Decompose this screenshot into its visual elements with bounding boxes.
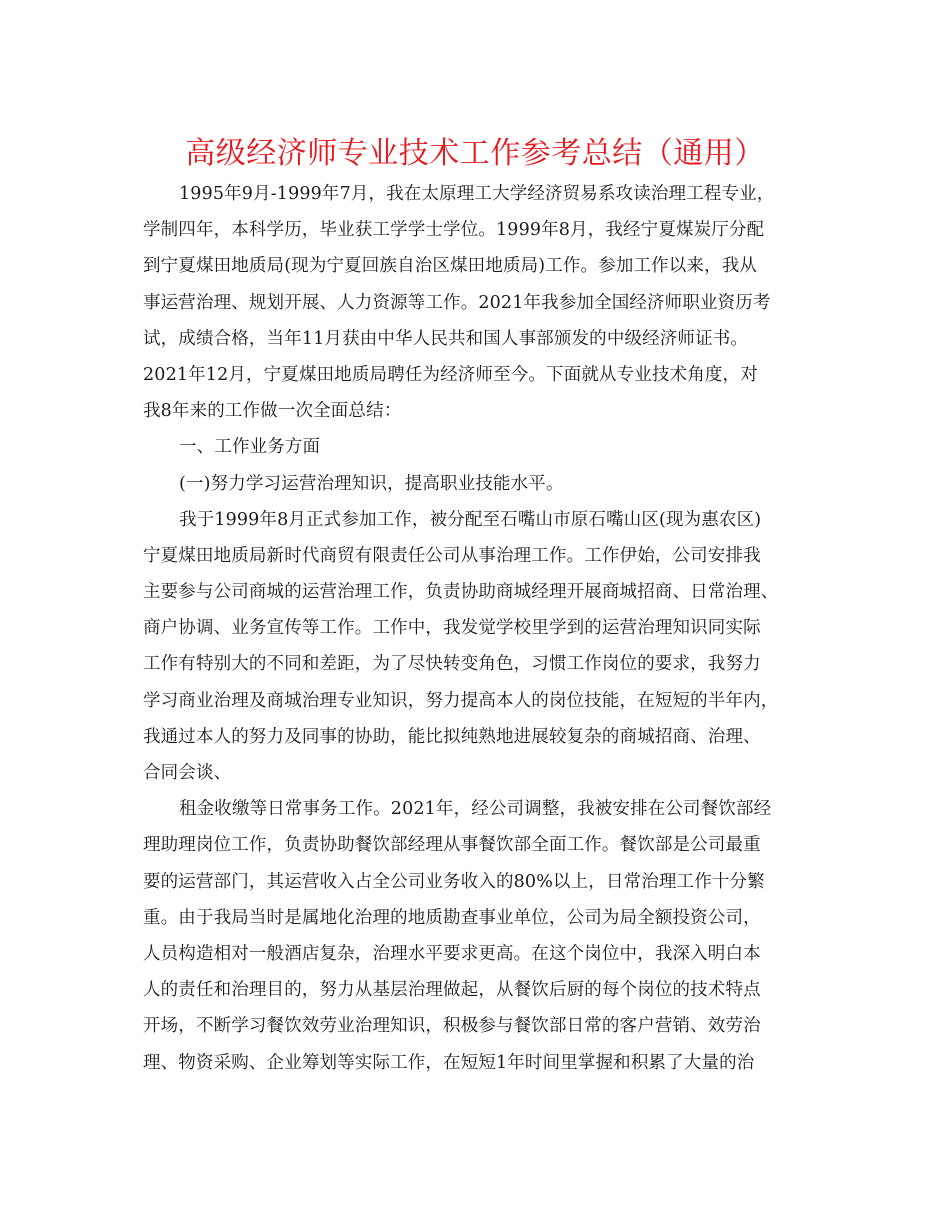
text-line: 人员构造相对一般酒店复杂，治理水平要求更高。在这个岗位中，我深入明白本 [143, 943, 761, 964]
text-line: 理助理岗位工作，负责协助餐饮部经理从事餐饮部全面工作。餐饮部是公司最重 [143, 835, 761, 856]
text-line: 重。由于我局当时是属地化治理的地质勘查事业单位，公司为局全额投资公司， [143, 907, 761, 928]
text-line: 要的运营部门，其运营收入占全公司业务收入的80%以上，日常治理工作十分繁 [143, 871, 765, 892]
text-line: 学习商业治理及商城治理专业知识，努力提高本人的岗位技能，在短短的半年内， [143, 690, 779, 711]
text-line: 合同会谈、 [143, 763, 232, 783]
text-line: 开场，不断学习餐饮效劳业治理知识，积极参与餐饮部日常的客户营销、效劳治 [143, 1016, 761, 1037]
document-body [143, 176, 823, 1081]
text-line: 到宁夏煤田地质局(现为宁夏回族自治区煤田地质局)工作。参加工作以来，我从 [143, 256, 758, 277]
text-line: 我8年来的工作做一次全面总结： [143, 401, 402, 422]
text-line: 人的责任和治理目的，努力从基层治理做起，从餐饮后厨的每个岗位的技术特点 [143, 980, 761, 1001]
text-line: 一、工作业务方面 [179, 437, 321, 458]
text-line: 理、物资采购、企业筹划等实际工作，在短短1年时间里掌握和积累了大量的治 [143, 1052, 755, 1073]
document-title: 高级经济师专业技术工作参考总结（通用） [185, 136, 765, 171]
text-line: 工作有特别大的不同和差距，为了尽快转变角色，习惯工作岗位的要求，我努力 [143, 654, 761, 675]
text-line: 2021年12月，宁夏煤田地质局聘任为经济师至今。下面就从专业技术角度，对 [143, 364, 758, 385]
text-line: 事运营治理、规划开展、人力资源等工作。2021年我参加全国经济师职业资历考 [143, 292, 771, 313]
text-line: 主要参与公司商城的运营治理工作，负责协助商城经理开展商城招商、日常治理、 [143, 582, 779, 603]
text-line: 我通过本人的努力及同事的协助，能比拟纯熟地进展较复杂的商城招商、治理、 [143, 726, 761, 747]
text-line: (一)努力学习运营治理知识，提高职业技能水平。 [179, 473, 564, 494]
text-line: 我于1999年8月正式参加工作，被分配至石嘴山市原石嘴山区(现为惠农区) [179, 509, 762, 530]
text-line: 租金收缴等日常事务工作。2021年，经公司调整，我被安排在公司餐饮部经 [179, 799, 772, 820]
text-line: 试，成绩合格，当年11月获由中华人民共和国人事部颁发的中级经济师证书。 [143, 328, 749, 349]
text-line: 商户协调、业务宣传等工作。工作中，我发觉学校里学到的运营治理知识同实际 [143, 618, 761, 639]
text-line: 1995年9月-1999年7月，我在太原理工大学经济贸易系攻读治理工程专业， [179, 184, 775, 204]
text-line: 学制四年，本科学历，毕业获工学学士学位。1999年8月，我经宁夏煤炭厅分配 [143, 220, 765, 241]
text-line: 宁夏煤田地质局新时代商贸有限责任公司从事治理工作。工作伊始，公司安排我 [143, 545, 761, 566]
